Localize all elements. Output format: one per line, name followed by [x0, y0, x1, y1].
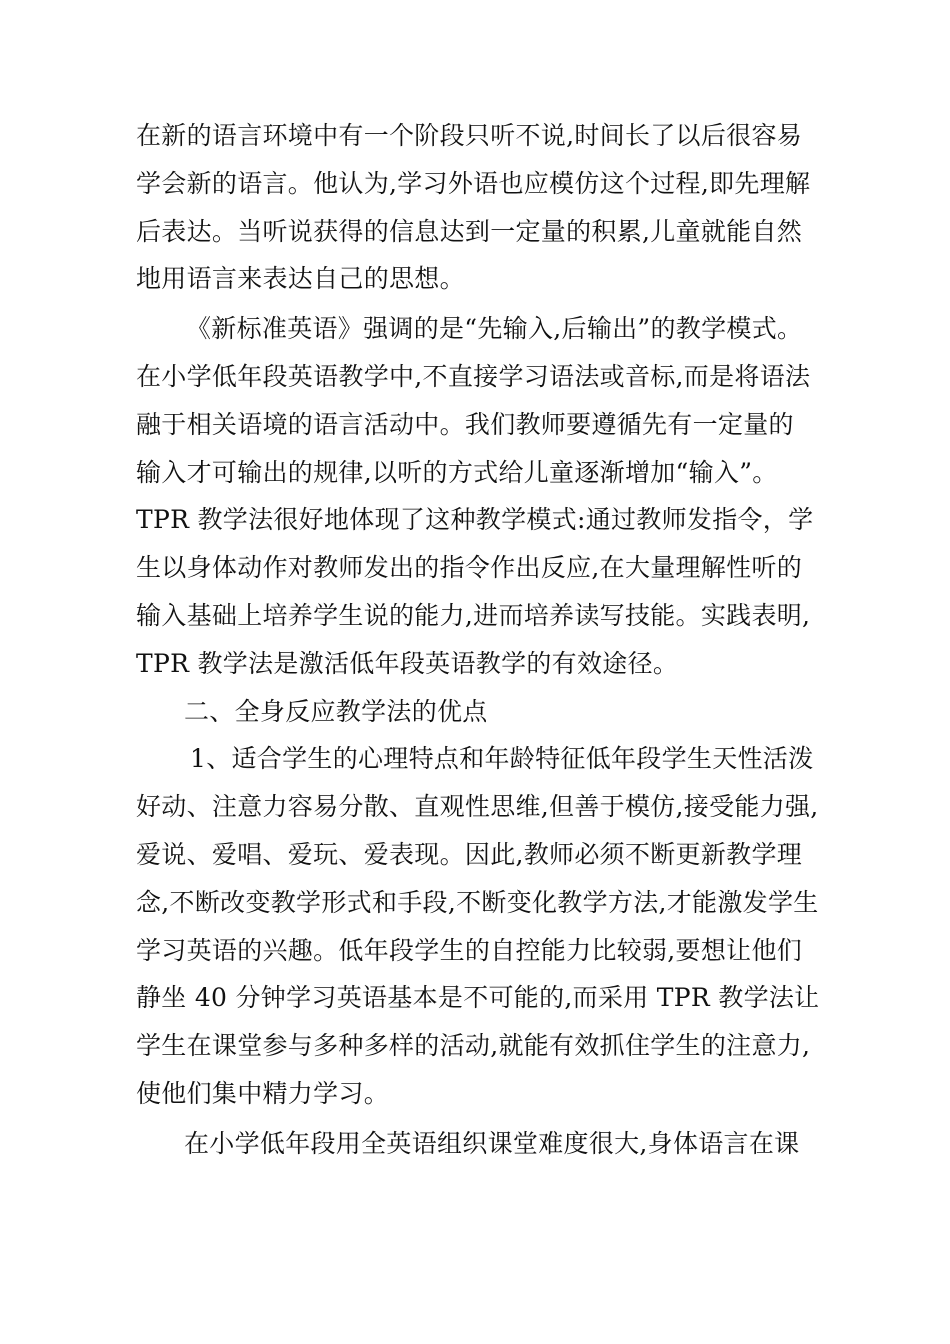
section-heading-advantages: 二、全身反应教学法的优点: [184, 696, 488, 726]
paragraph-2-line-8: TPR 教学法是激活低年段英语教学的有效途径。: [136, 648, 679, 678]
paragraph-1-line-3: 后表达。当听说获得的信息达到一定量的积累,儿童就能自然: [136, 216, 803, 246]
paragraph-4-line-1: 1、适合学生的心理特点和年龄特征低年段学生天性活泼: [190, 744, 814, 774]
paragraph-5-line-1: 在小学低年段用全英语组织课堂难度很大,身体语言在课: [184, 1128, 800, 1158]
paragraph-2-line-1: 《新标准英语》强调的是“先输入,后输出”的教学模式。: [186, 314, 803, 344]
paragraph-2-line-4: 输入才可输出的规律,以听的方式给儿童逐渐增加“输入”。: [136, 457, 778, 487]
paragraph-4-line-8: 使他们集中精力学习。: [136, 1078, 390, 1108]
paragraph-2-line-5: TPR 教学法很好地体现了这种教学模式:通过教师发指令，学: [136, 505, 814, 535]
paragraph-1-line-4: 地用语言来表达自己的思想。: [136, 264, 465, 294]
paragraph-1-line-1: 在新的语言环境中有一个阶段只听不说,时间长了以后很容易: [136, 121, 803, 150]
paragraph-4-line-7: 学生在课堂参与多种多样的活动,就能有效抓住学生的注意力,: [136, 1031, 811, 1061]
paragraph-4-line-5: 学习英语的兴趣。低年段学生的自控能力比较弱,要想让他们: [136, 935, 803, 965]
paragraph-4-line-4: 念,不断改变教学形式和手段,不断变化教学方法,才能激发学生: [136, 887, 819, 917]
paragraph-2-line-7: 输入基础上培养学生说的能力,进而培养读写技能。实践表明,: [136, 600, 811, 630]
paragraph-4-line-2: 好动、注意力容易分散、直观性思维,但善于模仿,接受能力强,: [136, 792, 819, 822]
document-body: [136, 112, 826, 1168]
paragraph-4-line-3: 爱说、爱唱、爱玩、爱表现。因此,教师必须不断更新教学理: [136, 839, 803, 869]
paragraph-2-line-3: 融于相关语境的语言活动中。我们教师要遵循先有一定量的: [136, 409, 794, 439]
paragraph-1-line-2: 学会新的语言。他认为,学习外语也应模仿这个过程,即先理解: [136, 168, 811, 198]
paragraph-2-line-6: 生以身体动作对教师发出的指令作出反应,在大量理解性听的: [136, 553, 803, 583]
paragraph-2-line-2: 在小学低年段英语教学中,不直接学习语法或音标,而是将语法: [136, 361, 811, 391]
paragraph-4-line-6: 静坐 40 分钟学习英语基本是不可能的,而采用 TPR 教学法让: [136, 983, 820, 1013]
